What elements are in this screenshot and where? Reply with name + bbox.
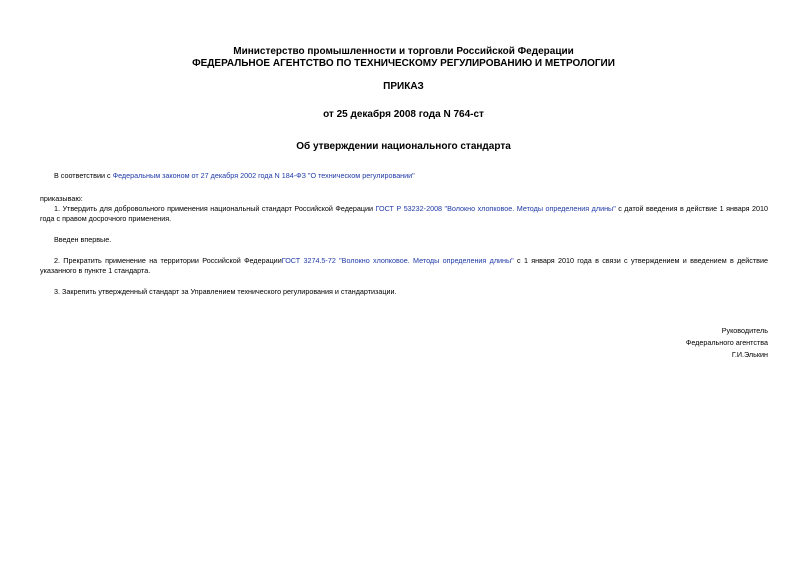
ministry-title: Министерство промышленности и торговли Российской Федерации (233, 46, 574, 57)
agency-title: ФЕДЕРАЛЬНОЕ АГЕНТСТВО ПО ТЕХНИЧЕСКОМУ РЕГУЛИРОВАНИЮ И МЕТРОЛОГИИ (192, 58, 615, 69)
order-date-number: от 25 декабря 2008 года N 764-ст (323, 109, 484, 120)
order-word: приказываю: (40, 194, 83, 203)
gost-3274-link[interactable]: ГОСТ 3274.5-72 "Волокно хлопковое. Методы определения длины" (281, 256, 514, 265)
gost-r-53232-link[interactable]: ГОСТ Р 53232-2008 "Волокно хлопковое. Методы определения длины" (375, 204, 616, 213)
introduced-first-note: Введен впервые. (54, 235, 112, 244)
item-3-paragraph: 3. Закрепить утвержденный стандарт за Управлением технического регулирования и стандартизации. (54, 287, 397, 296)
signatory-organization: Федерального агентства (685, 338, 768, 347)
item-2-suffix: с 1 января 2010 года в связи с утверждением и введением в действие указанного в пункте 1 стандарта. (40, 256, 768, 275)
signatory-position: Руководитель (721, 326, 768, 335)
signatory-name: Г.И.Элькин (731, 350, 768, 359)
order-type-heading: ПРИКАЗ (383, 81, 424, 92)
item-2-prefix: 2. Прекратить применение на территории Российской Федерации (54, 256, 282, 265)
basis-paragraph (40, 171, 768, 181)
item-1-prefix: 1. Утвердить для добровольного применения национальный стандарт Российской Федерации (54, 204, 376, 213)
basis-prefix: В соответствии с (54, 171, 113, 180)
item-1-paragraph (40, 204, 768, 224)
item-2-paragraph (40, 256, 768, 276)
order-subject: Об утверждении национального стандарта (296, 141, 511, 152)
item-1-suffix: с датой введения в действие 1 января 2010 года с правом досрочного применения. (40, 204, 768, 223)
federal-law-link[interactable]: Федеральным законом от 27 декабря 2002 года N 184-ФЗ "О техническом регулировании" (112, 171, 415, 180)
